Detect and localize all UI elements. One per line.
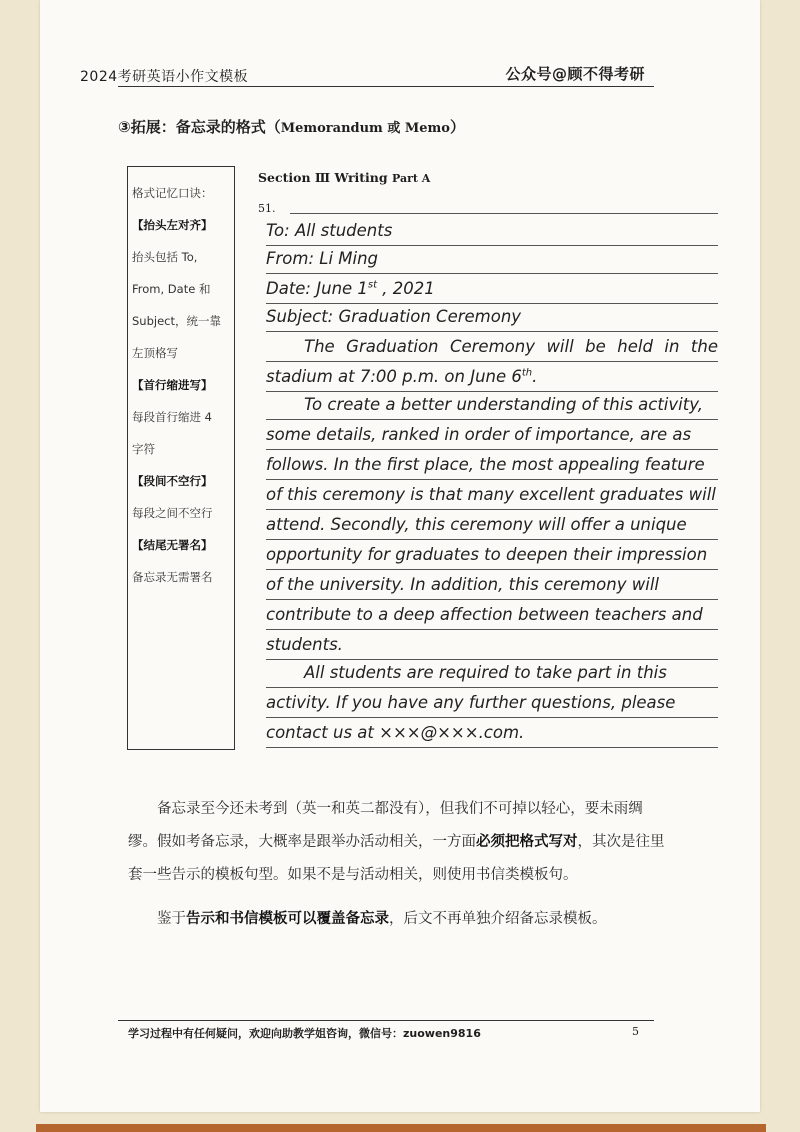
mnemonic-text: From, Date 和 [132,282,211,296]
memo-date-year: , 2021 [377,279,435,298]
memo-date-text: Date: June 1 [266,279,368,298]
footer-note: 学习过程中有任何疑问，欢迎向助教学姐咨询，微信号：zuowen9816 [128,1027,481,1040]
footer-rule [118,1020,654,1021]
memo-body-text: stadium at 7:00 p.m. on June 6 [266,367,522,386]
memo-body-line: contact us at ×××@×××.com. [266,718,718,748]
header-title: 2024考研英语小作文模板 [80,69,249,85]
memo-subject-line: Subject: Graduation Ceremony [266,302,718,332]
body-text: 备忘录至今还未考到（英一和英二都没有），但我们不可掉以轻心，要未雨绸缪。假如考备忘录，大概率是跟举办活动相关，一方面 [128,801,643,850]
body-emphasis: 必须把格式写对 [476,834,578,850]
section-title-suffix: ） [449,118,465,136]
header-rule [118,86,654,87]
memo-body-line: of this ceremony is that many excellent graduates will [266,480,718,510]
memo-body-line: some details, ranked in order of importance, are as [266,420,718,450]
body-paragraph-1 [128,793,668,892]
memo-body-line [266,362,718,392]
memo-date-suffix: st [367,279,378,291]
mnemonic-text: Subject，统一靠 [132,314,221,328]
mnemonic-text: 字符 [132,442,155,456]
writing-section-label: Section Ⅲ Writing [258,170,388,185]
memo-body-line: of the university. In addition, this ceremony will [266,570,718,600]
header-account: 公众号@顾不得考研 [505,65,645,83]
memo-from-line: From: Li Ming [266,244,718,274]
memo-body-line: All students are required to take part in this [266,658,718,688]
question-number: 51. [258,202,276,215]
page-edge [36,1124,766,1132]
memo-to-line: To: All students [266,216,718,246]
mnemonic-text: 抬头包括 To, [132,250,198,264]
mnemonic-text: 左顶格写 [132,346,178,360]
mnemonic-heading-1: 【抬头左对齐】 [132,218,213,232]
memo-body-suffix: th [521,367,533,379]
body-text: ，后文不再单独介绍备忘录模板。 [389,911,607,927]
page-number: 5 [632,1025,639,1038]
memo-body-line: students. [266,630,718,660]
memo-body-line: opportunity for graduates to deepen their impression [266,540,718,570]
body-paragraph-2 [128,903,668,936]
mnemonic-text: 备忘录无需署名 [132,570,213,584]
memo-body-line: The Graduation Ceremony will be held in the [266,332,718,362]
memo-body-line: attend. Secondly, this ceremony will offer a unique [266,510,718,540]
body-text: 鉴于 [157,911,186,927]
memo-body-line: To create a better understanding of this activity, [266,390,718,420]
mnemonic-heading-4: 【结尾无署名】 [132,538,213,552]
memo-body-line: activity. If you have any further questions, please [266,688,718,718]
memo-body-line: contribute to a deep affection between teachers and [266,600,718,630]
writing-section-heading [258,170,430,185]
body-emphasis: 告示和书信模板可以覆盖备忘录 [186,911,389,927]
mnemonic-title: 格式记忆口诀： [132,186,213,200]
memo-date-line [266,274,718,304]
memo-body-line: follows. In the first place, the most appealing feature [266,450,718,480]
mnemonic-text: 每段之间不空行 [132,506,213,520]
writing-part-label: Part A [392,172,431,185]
mnemonic-heading-3: 【段间不空行】 [132,474,213,488]
section-title-prefix: ③拓展：备忘录的格式（ [118,118,281,136]
memo-body-period: . [532,367,538,386]
format-mnemonic-box [127,166,235,750]
mnemonic-text: 每段首行缩进 4 [132,410,212,424]
body-text: ，其次是往里套一些告示的模板句型。如果不是与活动相关，则使用书信类模板句。 [128,834,665,883]
mnemonic-heading-2: 【首行缩进写】 [132,378,213,392]
answer-line [290,200,718,214]
section-title [118,116,465,137]
section-title-english: Memorandum 或 Memo [280,121,450,136]
